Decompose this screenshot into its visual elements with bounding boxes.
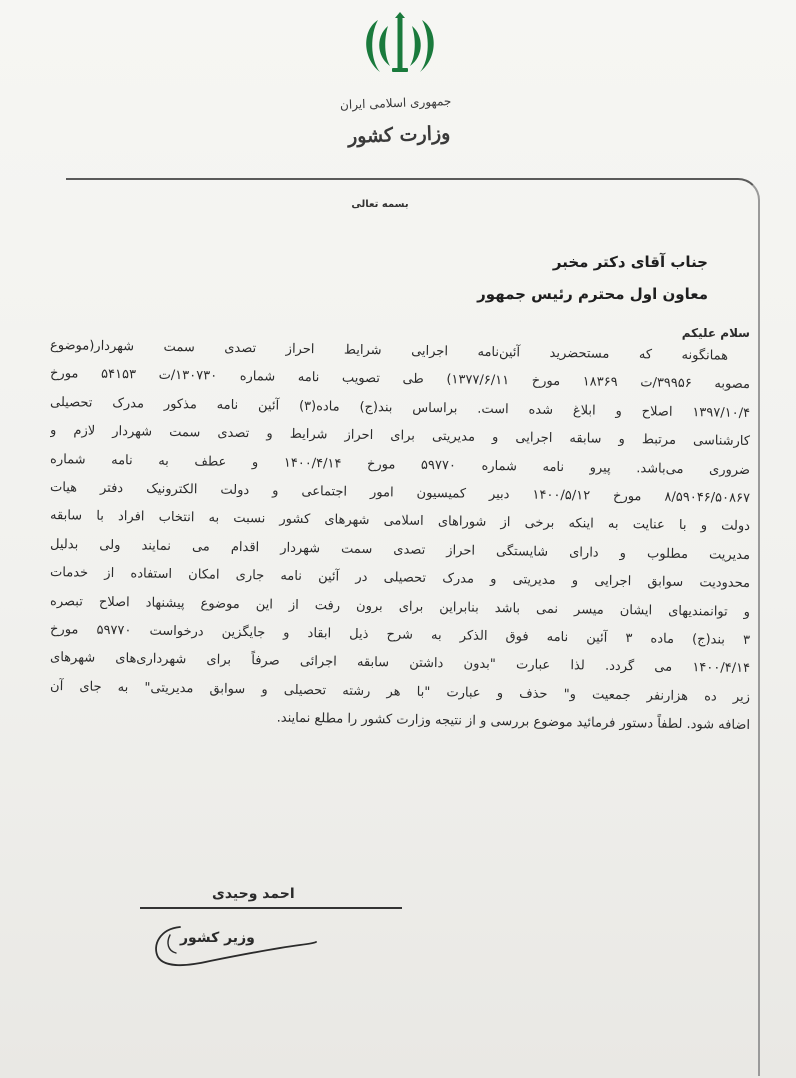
body-line: محدودیت سوابق اجرایی و مدیریتی و مدرک تحصیلی در آئین نامه جاری امکان استفاده از خدمات bbox=[49, 565, 751, 592]
body-line: همانگونه که مستحضرید آئین‌نامه اجرایی شرایط احراز تصدی سمت شهردار(موضوع bbox=[49, 338, 729, 364]
body-line: ۱۴۰۰/۴/۱۴ می گردد. لذا عبارت "بدون داشتن سابقه اجرائی صرفاً برای شهرداری‌های شهرهای bbox=[49, 650, 751, 677]
letterhead bbox=[330, 12, 470, 162]
signatory-title: وزیر کشور bbox=[180, 930, 255, 946]
greeting: سلام علیکم bbox=[681, 326, 750, 340]
letter-body bbox=[49, 338, 751, 740]
recipient-name: جناب آقای دکتر مخبر bbox=[552, 253, 708, 271]
bismillah: بسمه تعالی bbox=[351, 199, 409, 210]
signatory-name: احمد وحیدی bbox=[212, 886, 295, 902]
body-line: و توانمندیهای ایشان میسر نمی باشد بنابراین برای برون رفت از این موضوع پیشنهاد اصلاح تبصره bbox=[49, 593, 751, 620]
body-line: مدیریت مطلوب و دارای شایستگی احراز تصدی سمت شهردار اقدام می نمایند ولی بدلیل bbox=[49, 536, 751, 563]
body-line: مصوبه ۳۹۹۵۶/ت ۱۸۳۶۹ مورخ ۱۳۷۷/۶/۱۱) طی تصویب نامه شماره ۱۳۰۷۳۰/ت ۵۴۱۵۳ مورخ bbox=[49, 366, 751, 393]
iran-emblem-icon bbox=[358, 12, 442, 82]
letterhead-country: جمهوری اسلامی ایران bbox=[339, 94, 452, 112]
body-line: زیر ده هزارنفر جمعیت و" حذف و عبارت "با هر رشته تحصیلی و سوابق مدیریتی" به جای آن bbox=[49, 678, 751, 705]
body-line: ضروری می‌باشد. پیرو نامه شماره ۵۹۷۷۰ مورخ ۱۴۰۰/۴/۱۴ و عطف به نامه شماره bbox=[49, 451, 751, 478]
body-line: ۳ بند(ج) ماده ۳ آئین نامه فوق الذکر به شرح ذیل ابقاد و جایگزین درخواست ۵۹۷۷۰ مورخ bbox=[49, 621, 751, 648]
body-line: ۱۳۹۷/۱۰/۴ اصلاح و ابلاغ شده است. براساس بند(ج) ماده(۳) آئین نامه مذکور مدرک تحصیلی bbox=[49, 394, 751, 421]
recipient-title: معاون اول محترم رئیس جمهور bbox=[477, 285, 708, 303]
body-line: اضافه شود. لطفاً دستور فرمائید موضوع بررسی و از نتیجه وزارت کشور را مطلع نمایند. bbox=[276, 710, 751, 734]
body-line: دولت و با عنایت به اینکه برخی از شوراهای اسلامی شهرهای کشور نسبت به انتخاب افراد با سابقه bbox=[49, 508, 751, 535]
letterhead-ministry: وزارت کشور bbox=[347, 122, 451, 148]
body-line: کارشناسی مرتبط و سابقه اجرایی و مدیریتی برای احراز شرایط و تصدی سمت شهردار لازم و bbox=[49, 423, 751, 450]
body-line: ۸/۵۹۰۴۶/۵۰۸۶۷ مورخ ۱۴۰۰/۵/۱۲ دبیر کمیسیون امور اجتماعی و دولت الکترونیک دفتر هیات bbox=[49, 479, 751, 506]
